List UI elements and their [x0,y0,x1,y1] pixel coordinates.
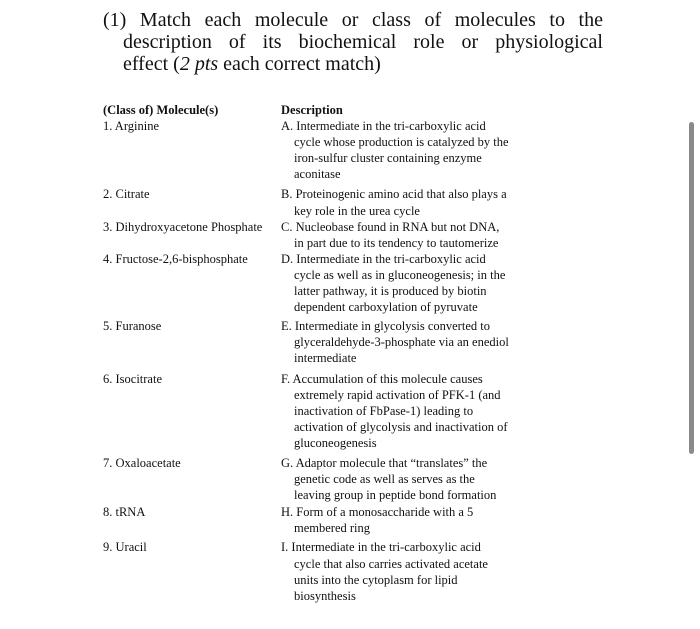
molecule-cell: 1. Arginine [103,119,160,134]
description-line: key role in the urea cycle [294,203,420,218]
molecule-cell: 3. Dihydroxyacetone Phosphate [103,219,263,234]
description-line: latter pathway, it is produced by biotin [294,284,487,299]
description-line: cycle as well as in gluconeogenesis; in the [294,267,506,282]
description-line: intermediate [294,351,357,366]
description-line: dependent carboxylation of pyruvate [294,300,478,315]
description-line: inactivation of FbPase-1) leading to [294,403,474,418]
molecule-cell: 6. Isocitrate [103,371,163,386]
table-row [103,318,543,366]
molecule-cell: 9. Uracil [103,540,147,555]
description-line: aconitase [294,167,341,182]
description-line: biosynthesis [294,588,356,603]
description-line: D. Intermediate in the tri-carboxylic acid [281,251,486,266]
table-row [103,539,543,603]
description-cell [281,504,543,536]
description-cell [281,251,543,315]
table-row [103,186,543,218]
table-row [103,118,543,182]
description-column-header: Description [281,103,343,117]
description-cell [281,186,543,218]
vertical-scrollbar[interactable] [689,122,694,454]
description-line: F. Accumulation of this molecule causes [281,371,483,386]
table-header-row [103,102,543,118]
description-line: C. Nucleobase found in RNA but not DNA, [281,219,500,234]
description-line: in part due to its tendency to tautomerize [294,235,499,250]
table-row [103,504,543,536]
table-row [103,219,543,251]
description-line: genetic code as well as serves as the [294,472,475,487]
description-line: cycle whose production is catalyzed by the [294,135,509,150]
question-line: description of its biochemical role or physiological [123,31,603,53]
description-line: extremely rapid activation of PFK-1 (and [294,387,501,402]
description-line: iron-sulfur cluster containing enzyme [294,151,482,166]
table-row [103,371,543,451]
description-line: membered ring [294,521,371,536]
molecule-cell: 7. Oxaloacetate [103,455,181,470]
description-line: A. Intermediate in the tri-carboxylic acid [281,119,486,134]
description-cell [281,455,543,503]
table-row [103,455,543,503]
molecule-cell: 5. Furanose [103,319,162,334]
description-line: B. Proteinogenic amino acid that also plays a [281,187,507,202]
description-cell [281,539,543,603]
description-line: leaving group in peptide bond formation [294,488,497,503]
description-line: H. Form of a monosaccharide with a 5 [281,505,474,520]
description-cell [281,219,543,251]
description-line: I. Intermediate in the tri-carboxylic acid [281,540,481,555]
description-line: glyceraldehyde-3-phosphate via an enediol [294,335,509,350]
question-line: effect (2 pts each correct match) [123,53,381,75]
description-line: E. Intermediate in glycolysis converted to [281,319,490,334]
table-row [103,251,543,315]
description-line: G. Adaptor molecule that “translates” the [281,455,488,470]
question-line: (1) Match each molecule or class of molecules to the [103,9,603,31]
molecule-column-header: (Class of) Molecule(s) [103,103,219,117]
description-line: cycle that also carries activated acetate [294,556,488,571]
description-cell [281,371,543,451]
description-line: activation of glycolysis and inactivation of [294,419,508,434]
description-cell [281,118,543,182]
description-line: units into the cytoplasm for lipid [294,572,458,587]
description-line: gluconeogenesis [294,435,377,450]
matching-table [103,102,543,604]
molecule-cell: 2. Citrate [103,187,150,202]
molecule-cell: 8. tRNA [103,505,146,520]
question-prompt [103,9,603,75]
molecule-cell: 4. Fructose-2,6-bisphosphate [103,251,248,266]
description-cell [281,318,543,366]
